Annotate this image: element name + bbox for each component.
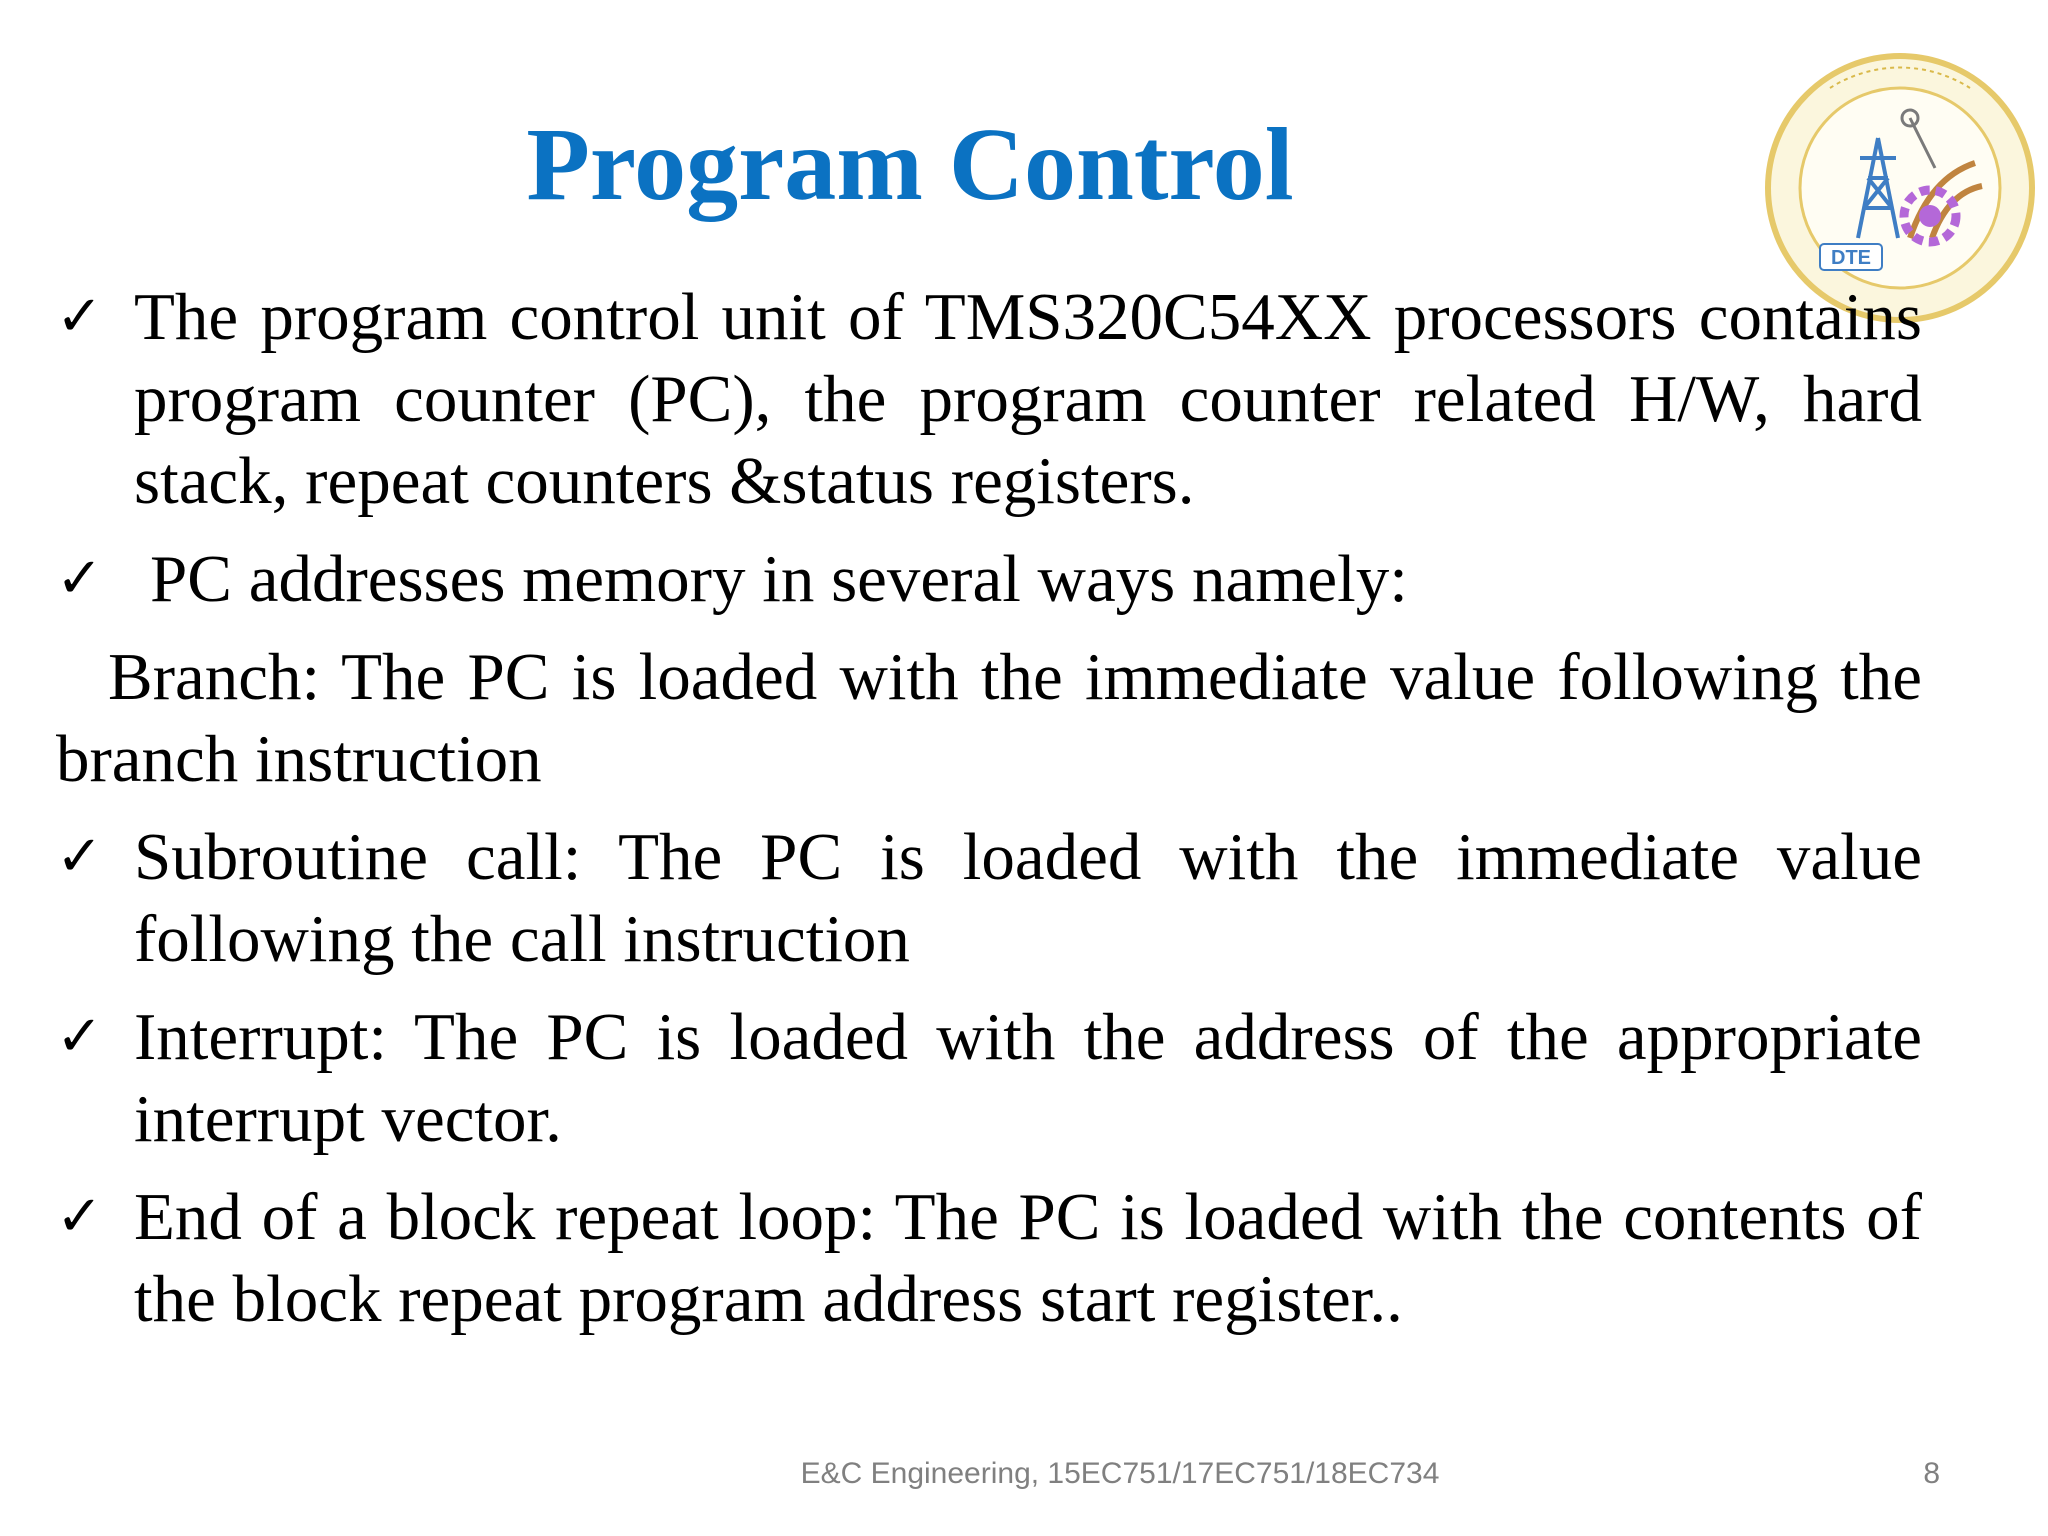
slide-footer: E&C Engineering, 15EC751/17EC751/18EC734 — [800, 1457, 1440, 1490]
bullet-text: Subroutine call: The PC is loaded with the immediate value following the call instruction — [134, 820, 1922, 976]
checkmark-icon: ✓ — [56, 1184, 103, 1249]
checkmark-icon: ✓ — [56, 284, 103, 349]
checkmark-icon: ✓ — [56, 1004, 103, 1069]
slide-body — [56, 276, 1922, 1340]
bullet-text: PC addresses memory in several ways namely: — [150, 542, 1408, 616]
plain-paragraph: Branch: The PC is loaded with the immediate value following the branch instruction — [56, 640, 1922, 796]
bullet-item — [56, 816, 1922, 980]
checkmark-icon: ✓ — [56, 824, 103, 889]
bullet-text: End of a block repeat loop: The PC is loaded with the contents of the block repeat program address start register.. — [134, 1180, 1922, 1336]
bullet-item — [56, 996, 1922, 1160]
bullet-item — [56, 538, 1922, 620]
bullet-text: The program control unit of TMS320C54XX processors contains program counter (PC), the program counter related H/W, hard stack, repeat counters &status registers. — [134, 280, 1922, 518]
slide-title: Program Control — [526, 107, 1294, 222]
bullet-item — [56, 276, 1922, 522]
dte-emblem-label: DTE — [1831, 247, 1871, 269]
bullet-text: Interrupt: The PC is loaded with the address of the appropriate interrupt vector. — [134, 1000, 1922, 1156]
bullet-item — [56, 1176, 1922, 1340]
page-number: 8 — [1923, 1457, 1940, 1490]
checkmark-icon: ✓ — [56, 546, 103, 611]
